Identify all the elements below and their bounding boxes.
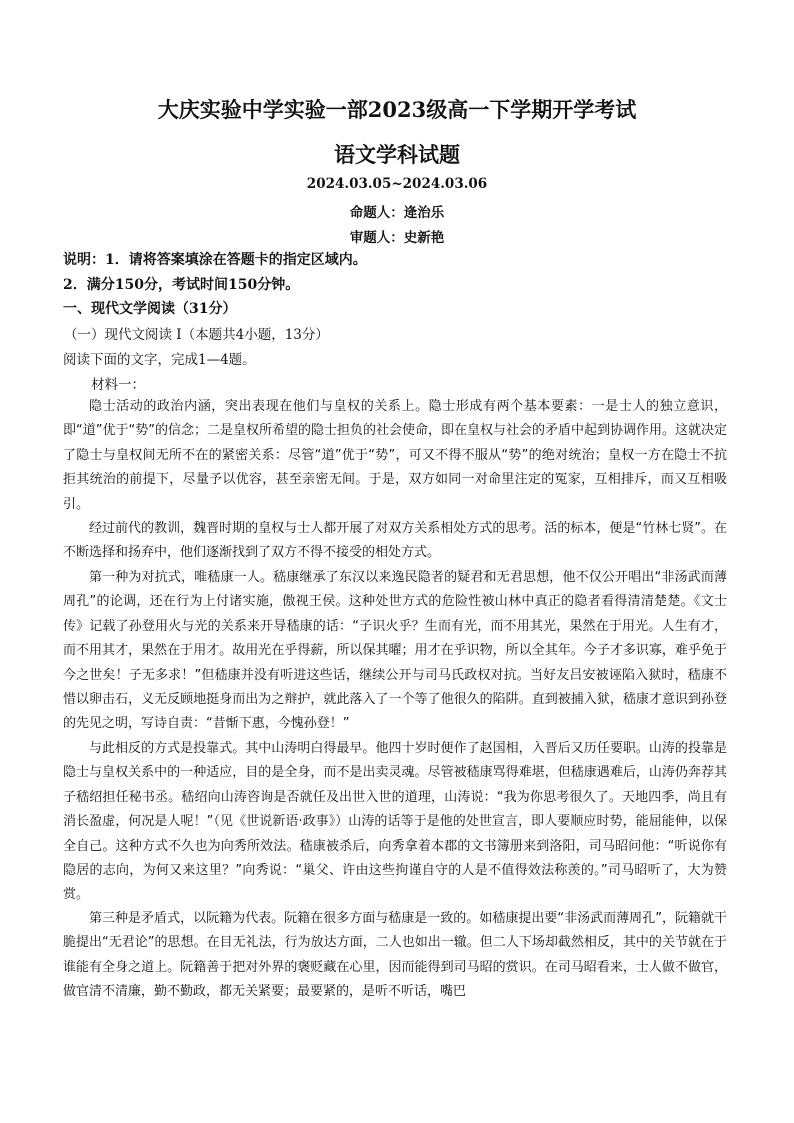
subsection-heading: （一）现代文阅读 I（本题共4小题，13分） (64, 327, 329, 343)
question-setter: 命题人：逄治乐 (349, 205, 445, 221)
subject-title: 语文学科试题 (334, 142, 460, 167)
instruction-item-1: 说明：1．请将答案填涂在答题卡的指定区域内。 (63, 252, 367, 268)
exam-main-title: 大庆实验中学实验一部2023级高一下学期开学考试 (157, 97, 637, 122)
passage-paragraph-1: 隐士活动的政治内涵，突出表现在他们与皇权的关系上。隐士形成有两个基本要素：一是士人的独立意识，即“道”优于“势”的信念；二是皇权所希望的隐士担负的社会使命，即在皇权与社会的矛盾中起到协调作用。这就决定了隐士与皇权间无所不在的紧密关系：尽管“道”优于“势”，可又不得不服从“势”的绝对统治；皇权一方在隐士不抗拒其统治的前提下，尽量予以优容，甚至亲密无间。于是，双方如同一对命里注定的冤家，互相排斥，而又互相吸引。 (63, 399, 727, 512)
instruction-item-2: 2．满分150分，考试时间150分钟。 (63, 277, 300, 293)
reading-instruction: 阅读下面的文字，完成1—4题。 (63, 352, 256, 368)
passage-paragraph-4: 与此相反的方式是投靠式。其中山涛明白得最早。他四十岁时便作了赵国相，入晋后又历任要职。山涛的投靠是隐士与皇权关系中的一种适应，目的是全身，而不是出卖灵魂。尽管被嵇康骂得难堪，但嵇康遇难后，山涛仍奔荐其子嵇绍担任秘书丞。嵇绍向山涛咨询是否就任及出世入世的道理，山涛说：“我为你思考很久了。天地四季，尚且有消长盈虚，何况是人呢！”（见《世说新语·政事》）山涛的话等于是他的处世宣言，即人要顺应时势，能屈能伸，以保全自己。这种方式不久也为向秀所效法。嵇康被杀后，向秀拿着本郡的文书簿册来到洛阳，司马昭问他：“听说你有隐居的志向，为何又来这里？”向秀说：“巢父、许由这些拘谨自守的人是不值得效法称羡的。”司马昭听了，大为赞赏。 (63, 741, 727, 903)
material-label: 材料一： (91, 377, 145, 393)
section-heading: 一、现代文学阅读（31分） (63, 301, 237, 317)
passage-paragraph-5: 第三种是矛盾式，以阮籍为代表。阮籍在很多方面与嵇康是一致的。如嵇康提出要“非汤武而薄周孔”，阮籍就干脆提出“无君论”的思想。在目无礼法，行为放达方面，二人也如出一辙。但二人下场却截然相反，其中的关节就在于谁能有全身之道上。阮籍善于把对外界的褒贬藏在心里，因而能得到司马昭的赏识。在司马昭看来，士人做不做官，做官清不清廉，勤不勤政，都无关紧要；最要紧的，是听不听话，嘴巴 (63, 911, 727, 1000)
passage-paragraph-2: 经过前代的教训，魏晋时期的皇权与士人都开展了对双方关系相处方式的思考。活的标本，便是“竹林七贤”。在不断选择和扬弃中，他们逐渐找到了双方不得不接受的相处方式。 (63, 521, 727, 561)
question-reviewer: 审题人：史新艳 (349, 230, 445, 246)
passage-paragraph-3: 第一种为对抗式，唯嵇康一人。嵇康继承了东汉以来逸民隐者的疑君和无君思想，他不仅公开唱出“非汤武而薄周孔”的论调，还在行为上付诸实施，傲视王侯。这种处世方式的危险性被山林中真正的隐者看得清清楚楚。《文士传》记载了孙登用火与光的关系来开导嵇康的话：“子识火乎？生而有光，而不用其光，果然在于用光。人生有才，而不用其才，果然在于用才。故用光在乎得薪，所以保其曜；用才在乎识物，所以全其年。今子才多识寡，难乎免于今之世矣！子无多求！”但嵇康并没有听进这些话，继续公开与司马氏政权对抗。当好友吕安被诬陷入狱时，嵇康不惜以卵击石，义无反顾地挺身而出为之辩护，就此落入了一个等了他很久的陷阱。直到被捕入狱，嵇康才意识到孙登的先见之明，写诗自责：“昔惭下惠，今愧孙登！” (63, 570, 727, 732)
exam-date-range: 2024.03.05~2024.03.06 (306, 176, 488, 192)
